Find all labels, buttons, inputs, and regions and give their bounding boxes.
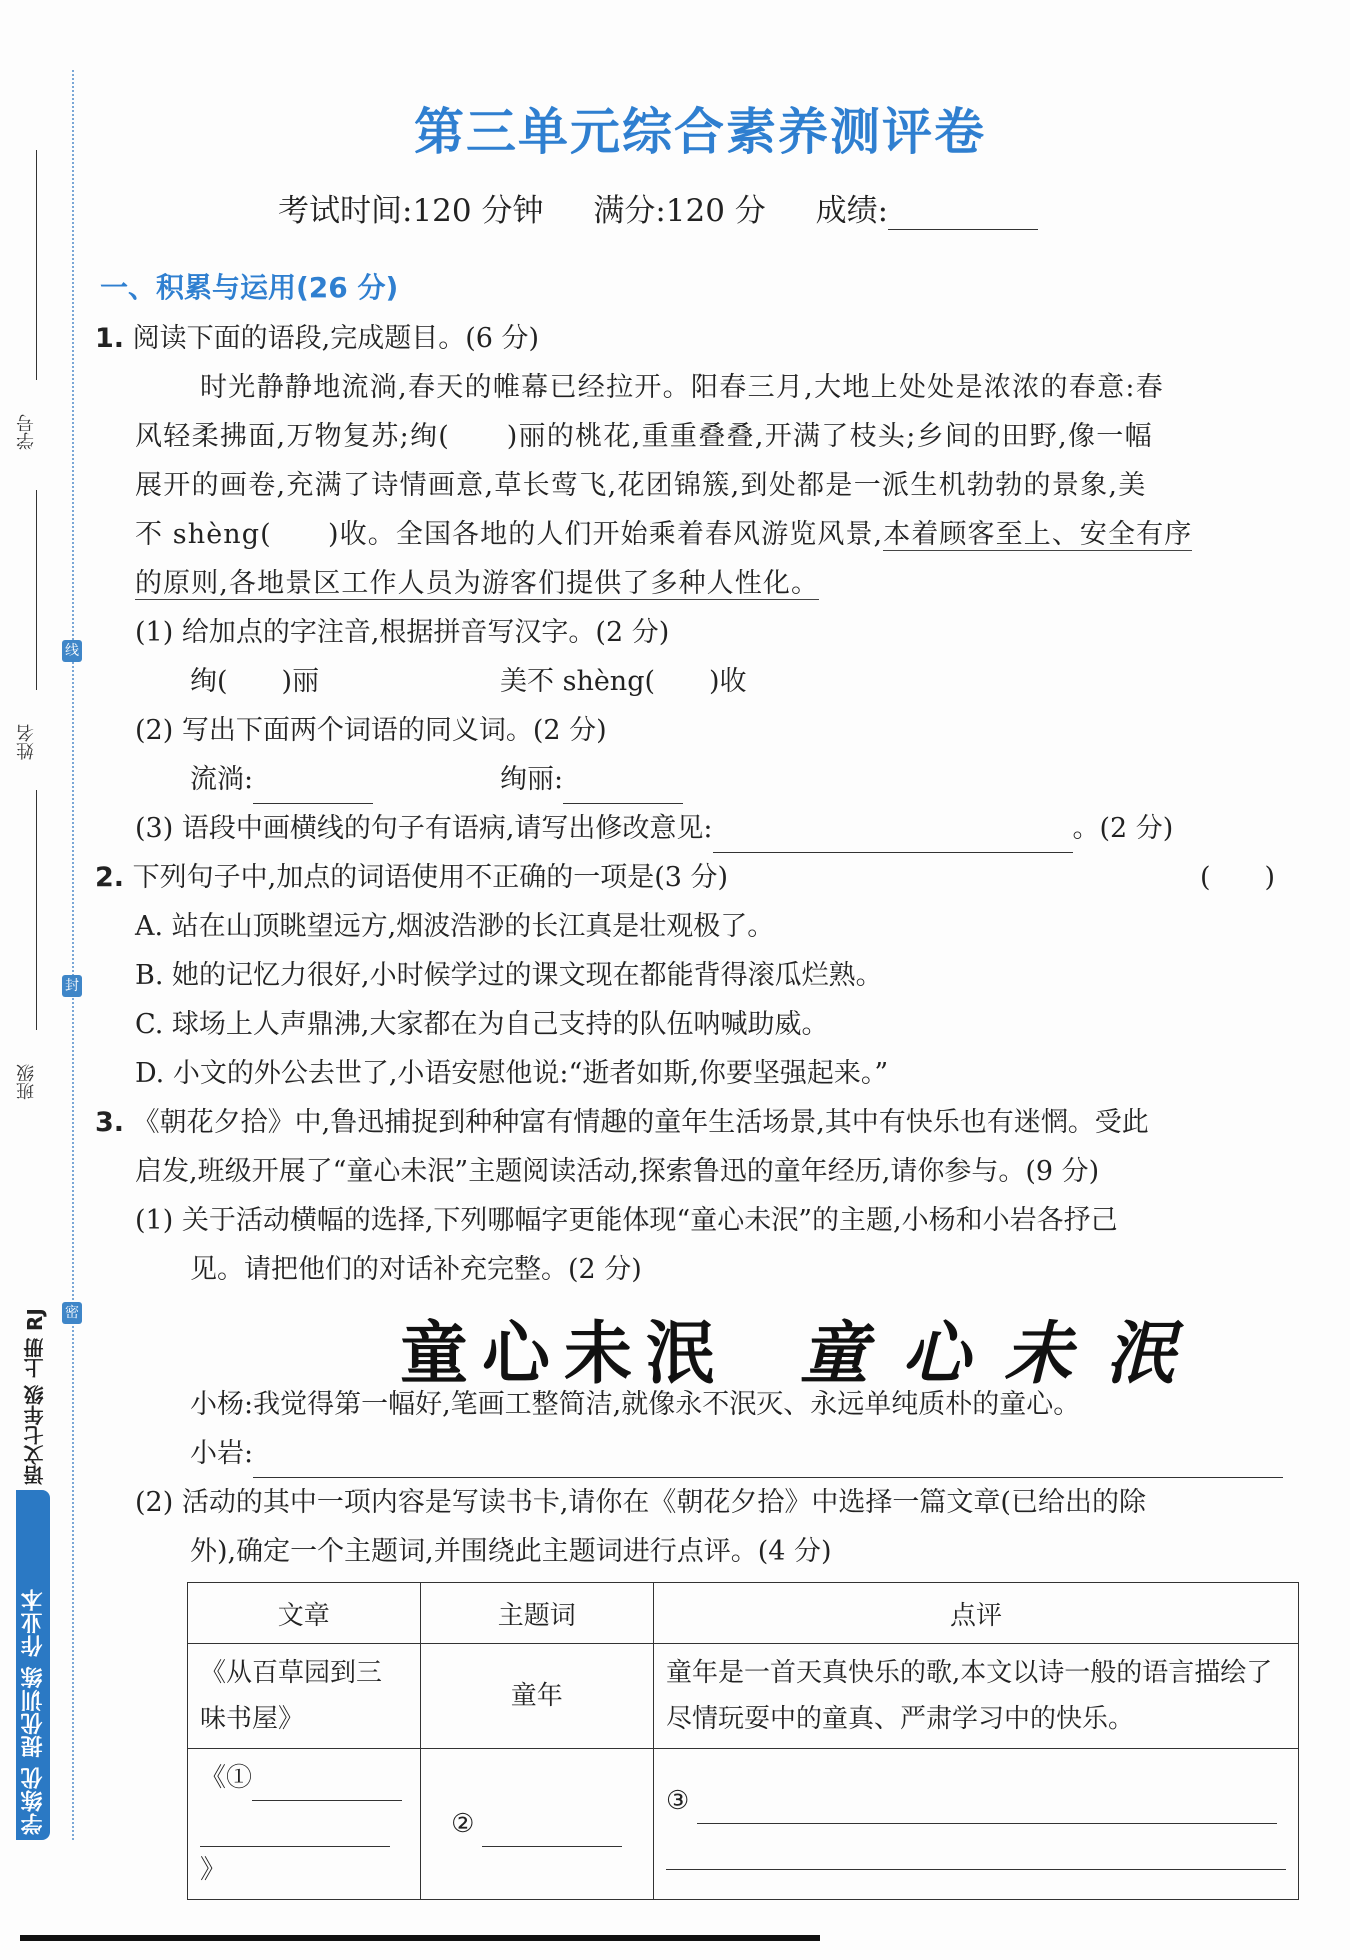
row2-article-blank-2[interactable] xyxy=(200,1820,390,1847)
xiaoyan-label: 小岩: xyxy=(190,1438,254,1469)
question-number: 1. xyxy=(95,323,125,354)
question-3-stem-line-1 xyxy=(95,1098,1149,1147)
class-line[interactable] xyxy=(36,790,37,1030)
synonym-a-label: 流淌: xyxy=(190,764,254,795)
banner-calligraphy-1: 童心未泯 xyxy=(400,1314,729,1394)
full-score: 满分:120 分 xyxy=(593,193,766,229)
q2-option-b[interactable]: B. 她的记忆力很好,小时候学过的课文现在都能背得滚瓜烂熟。 xyxy=(135,960,883,991)
table-row xyxy=(188,1749,1299,1900)
binding-mark-seal: 封 xyxy=(62,975,82,997)
underlined-sentence-part1: 本着顾客至上、安全有序 xyxy=(883,519,1193,550)
page-bottom-edge xyxy=(20,1935,820,1941)
class-label: 班级 xyxy=(16,1064,37,1100)
brand-text: 学练优 提优训练 作业本 xyxy=(21,1587,46,1835)
synonym-a-blank[interactable] xyxy=(253,777,373,804)
passage-line-3: 展开的画卷,充满了诗情画意,草长莺飞,花团锦簇,到处都是一派生机勃勃的景象,美 xyxy=(135,470,1147,501)
row1-comment: 童年是一首天真快乐的歌,本文以诗一般的语言描绘了尽情玩耍中的童真、严肃学习中的快乐。 xyxy=(654,1644,1299,1749)
binding-mark-line: 线 xyxy=(62,640,82,662)
question-text: 下列句子中,加点的词语使用不正确的一项是(3 分) xyxy=(132,862,729,893)
q3-sub2-line-1: (2) 活动的其中一项内容是写读书卡,请你在《朝花夕拾》中选择一篇文章(已给出的除 xyxy=(135,1487,1146,1518)
q3-sub1-line-2: 见。请把他们的对话补充完整。(2 分) xyxy=(190,1254,642,1285)
row2-comment-blank-2[interactable] xyxy=(666,1843,1286,1870)
question-number: 2. xyxy=(95,862,125,893)
synonym-b-blank[interactable] xyxy=(563,777,683,804)
row2-theme-cell xyxy=(420,1749,653,1900)
question-2-stem xyxy=(95,853,728,902)
underlined-sentence-part2: 的原则,各地景区工作人员为游客们提供了多种人性化。 xyxy=(135,568,820,599)
table-header-article: 文章 xyxy=(188,1583,421,1644)
student-name-line[interactable] xyxy=(36,490,37,690)
row2-theme-blank[interactable] xyxy=(482,1820,622,1847)
xiaoyan-line xyxy=(190,1429,1283,1478)
page-title: 第三单元综合素养测评卷 xyxy=(414,103,986,161)
xiaoyang-line: 小杨:我觉得第一幅好,笔画工整简洁,就像永不泯灭、永远单纯质朴的童心。 xyxy=(190,1389,1081,1420)
question-text: 《朝花夕拾》中,鲁迅捕捉到种种富有情趣的童年生活场景,其中有快乐也有迷惘。受此 xyxy=(132,1107,1149,1138)
q2-option-c[interactable]: C. 球场上人声鼎沸,大家都在为自己支持的队伍呐喊助威。 xyxy=(135,1009,829,1040)
banner-calligraphy-2: 童心未泯 xyxy=(800,1315,1209,1394)
q1-sub2-a xyxy=(190,755,373,804)
binding-mark-secret: 密 xyxy=(62,1302,82,1324)
q1-sub1: (1) 给加点的字注音,根据拼音写汉字。(2 分) xyxy=(135,617,670,648)
binding-dotted-line xyxy=(72,70,74,1840)
passage-line-4-text: 不 shèng( )收。全国各地的人们开始乘着春风游览风景, xyxy=(135,519,884,550)
q2-option-a[interactable]: A. 站在山顶眺望远方,烟波浩渺的长江真是壮观极了。 xyxy=(135,911,775,942)
row2-article-cell xyxy=(188,1749,421,1900)
q1-sub2-b xyxy=(500,755,683,804)
row1-theme: 童年 xyxy=(420,1644,653,1749)
exam-time: 考试时间:120 分钟 xyxy=(278,193,544,229)
passage-line-5 xyxy=(135,559,819,608)
q2-answer-paren[interactable]: ( ) xyxy=(1200,862,1276,893)
table-header-theme: 主题词 xyxy=(420,1583,653,1644)
q1-sub3-score: 。(2 分) xyxy=(1072,813,1174,844)
section-heading: 一、积累与运用(26 分) xyxy=(100,271,399,304)
row2-article-prefix: 《① xyxy=(200,1763,253,1793)
question-1-stem xyxy=(95,314,539,363)
q3-sub2-line-2: 外),确定一个主题词,并围绕此主题词进行点评。(4 分) xyxy=(190,1536,832,1567)
table-header-row xyxy=(188,1583,1299,1644)
grade-blank[interactable] xyxy=(888,203,1038,230)
student-name-label: 姓名 xyxy=(16,724,37,760)
row2-comment-cell xyxy=(654,1749,1299,1900)
synonym-b-label: 绚丽: xyxy=(500,764,564,795)
subject-grade-label: 语文七年级 上册 RJ xyxy=(23,1308,47,1485)
question-number: 3. xyxy=(95,1107,125,1138)
row2-theme-marker: ② xyxy=(451,1809,475,1839)
row2-article-blank-1[interactable] xyxy=(252,1774,402,1801)
q3-sub1-line-1: (1) 关于活动横幅的选择,下列哪幅字更能体现“童心未泯”的主题,小杨和小岩各抒己 xyxy=(135,1205,1118,1236)
student-id-label: 学号 xyxy=(16,414,37,450)
passage-line-1: 时光静静地流淌,春天的帷幕已经拉开。阳春三月,大地上处处是浓浓的春意:春 xyxy=(200,372,1165,403)
row2-article-suffix: 》 xyxy=(200,1855,227,1885)
q1-sub1-a[interactable]: 绚( )丽 xyxy=(190,666,320,697)
table-row xyxy=(188,1644,1299,1749)
grade-label: 成绩: xyxy=(815,193,889,229)
passage-line-2: 风轻柔拂面,万物复苏;绚( )丽的桃花,重重叠叠,开满了枝头;乡间的田野,像一幅 xyxy=(135,421,1153,452)
q2-option-d[interactable]: D. 小文的外公去世了,小语安慰他说:“逝者如斯,你要坚强起来。” xyxy=(135,1058,889,1089)
passage-line-4 xyxy=(135,510,1192,559)
row2-comment-marker: ③ xyxy=(666,1786,690,1816)
exam-meta xyxy=(278,185,1078,230)
q1-sub3-text: (3) 语段中画横线的句子有语病,请写出修改意见: xyxy=(135,813,713,844)
q1-sub1-b[interactable]: 美不 shèng( )收 xyxy=(500,666,747,697)
q1-sub3 xyxy=(135,804,1173,853)
row1-article: 《从百草园到三味书屋》 xyxy=(188,1644,421,1749)
student-id-line[interactable] xyxy=(36,150,37,380)
question-text: 阅读下面的语段,完成题目。(6 分) xyxy=(132,323,540,354)
question-3-stem-line-2: 启发,班级开展了“童心未泯”主题阅读活动,探索鲁迅的童年经历,请你参与。(9 分) xyxy=(135,1156,1100,1187)
row2-comment-blank-1[interactable] xyxy=(697,1797,1277,1824)
reading-card-table xyxy=(187,1582,1299,1900)
q1-sub3-blank[interactable] xyxy=(713,826,1073,853)
table-header-comment: 点评 xyxy=(654,1583,1299,1644)
xiaoyan-blank[interactable] xyxy=(253,1451,1283,1478)
q1-sub2: (2) 写出下面两个词语的同义词。(2 分) xyxy=(135,715,607,746)
